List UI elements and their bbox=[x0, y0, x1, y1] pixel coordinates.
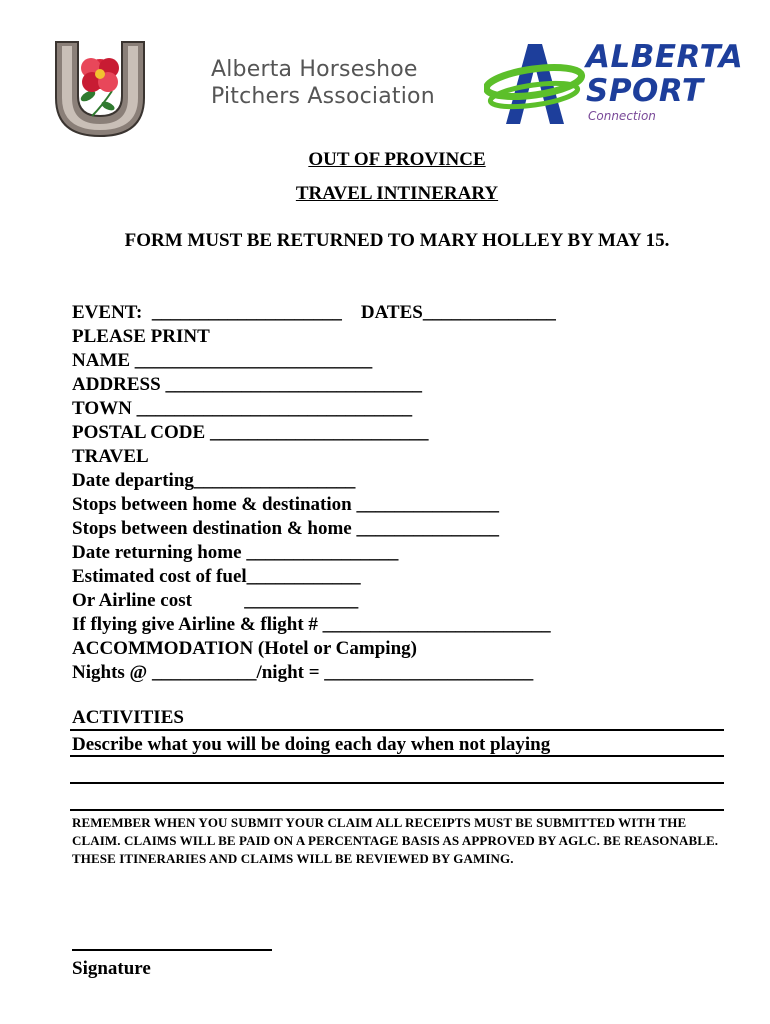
activities-line-4[interactable] bbox=[70, 809, 724, 811]
fuel-cost-field[interactable]: Estimated cost of fuel____________ bbox=[72, 566, 361, 587]
title-line2 bbox=[0, 183, 770, 205]
stops-home-to-destination-field[interactable]: Stops between home & destination _______________ bbox=[72, 494, 499, 515]
activities-heading: ACTIVITIES bbox=[72, 707, 184, 728]
asc-emblem-icon bbox=[484, 40, 594, 126]
please-print-label: PLEASE PRINT bbox=[72, 326, 210, 347]
date-returning-field[interactable]: Date returning home ________________ bbox=[72, 542, 399, 563]
title-travel-itinerary: TRAVEL INTINERARY bbox=[295, 183, 499, 204]
airline-flight-field[interactable]: If flying give Airline & flight # ________________________ bbox=[72, 614, 551, 635]
ahpa-org-name-line1: Alberta Horseshoe bbox=[211, 57, 418, 82]
alberta-sport-connection-logo bbox=[484, 39, 744, 126]
travel-section-label: TRAVEL bbox=[72, 446, 149, 467]
title-out-of-province: OUT OF PROVINCE bbox=[308, 149, 486, 170]
date-departing-field[interactable]: Date departing_________________ bbox=[72, 470, 356, 491]
return-instruction: FORM MUST BE RETURNED TO MARY HOLLEY BY MAY 15. bbox=[124, 230, 670, 251]
title-line1 bbox=[0, 149, 770, 171]
asc-word-alberta: ALBERTA bbox=[586, 39, 744, 75]
nights-cost-field[interactable]: Nights @ ___________/night = ______________________ bbox=[72, 662, 534, 683]
asc-word-sport: SPORT bbox=[586, 73, 704, 109]
name-field[interactable]: NAME _________________________ bbox=[72, 350, 373, 371]
signature-line[interactable] bbox=[72, 949, 272, 951]
activities-line-2[interactable] bbox=[70, 755, 724, 757]
postal-code-field[interactable]: POSTAL CODE _______________________ bbox=[72, 422, 429, 443]
activities-line-3[interactable] bbox=[70, 782, 724, 784]
ahpa-org-name-line2: Pitchers Association bbox=[211, 84, 435, 109]
stops-destination-to-home-field[interactable]: Stops between destination & home _______________ bbox=[72, 518, 499, 539]
asc-word-connection: Connection bbox=[588, 109, 656, 123]
town-field[interactable]: TOWN _____________________________ bbox=[72, 398, 413, 419]
activities-line-1[interactable] bbox=[70, 729, 724, 731]
activities-prompt: Describe what you will be doing each day when not playing bbox=[72, 734, 551, 755]
airline-cost-field[interactable]: Or Airline cost ____________ bbox=[72, 590, 359, 611]
address-field[interactable]: ADDRESS ___________________________ bbox=[72, 374, 422, 395]
receipts-notice: REMEMBER WHEN YOU SUBMIT YOUR CLAIM ALL RECEIPTS MUST BE SUBMITTED WITH THE CLAIM. CLAIMS WILL BE PAID ON A PERCENTAGE BASIS AS APPROVED BY AGLC. BE REASONABLE. THESE ITINERARIES AND CLAIMS WILL BE REVIEWED BY GAMING. bbox=[72, 815, 719, 866]
ahpa-org-name bbox=[211, 56, 435, 110]
accommodation-label: ACCOMMODATION (Hotel or Camping) bbox=[72, 638, 417, 659]
event-dates-field[interactable]: EVENT: ____________________ DATES______________ bbox=[72, 302, 556, 323]
signature-label: Signature bbox=[72, 958, 151, 979]
ahpa-horseshoe-logo bbox=[52, 36, 148, 138]
